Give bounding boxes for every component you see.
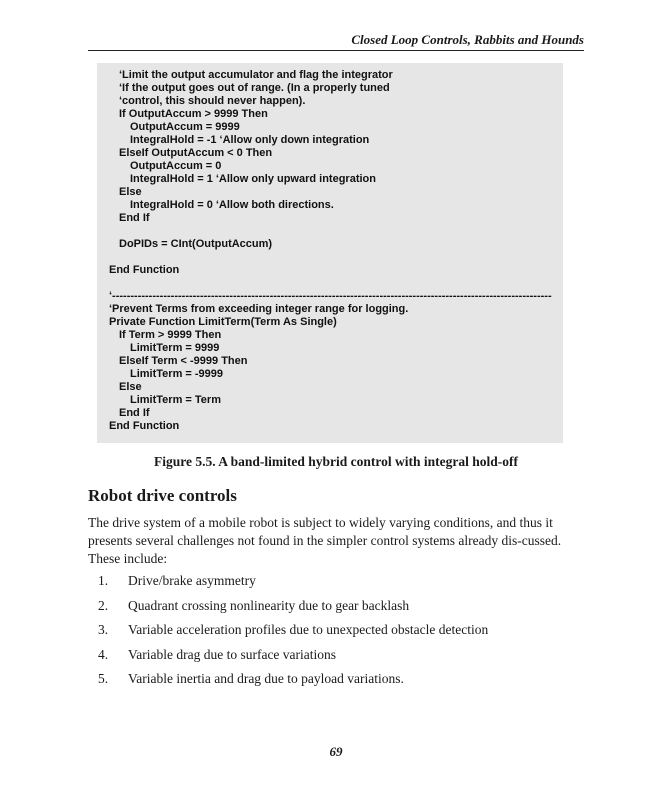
- list-item-number: 3.: [98, 622, 109, 637]
- code-line: LimitTerm = Term: [130, 394, 221, 406]
- code-line: ‘If the output goes out of range. (In a properly tuned: [119, 82, 390, 94]
- list-item-text: Drive/brake asymmetry: [128, 573, 256, 588]
- body-paragraph: The drive system of a mobile robot is subject to widely varying conditions, and thus it presents several challenges not found in the simpler control systems already dis-cussed. These include:: [88, 515, 562, 566]
- list-item-number: 1.: [98, 573, 109, 588]
- list-item-text: Variable inertia and drag due to payload variations.: [128, 671, 404, 686]
- list-item-number: 4.: [98, 646, 109, 662]
- list-item-number: 2.: [98, 597, 109, 613]
- list-item-text: Quadrant crossing nonlinearity due to gear backlash: [128, 597, 410, 613]
- list-item-text: Variable acceleration profiles due to unexpected obstacle detection: [128, 622, 489, 637]
- code-line: OutputAccum = 9999: [130, 121, 240, 133]
- code-line: End If: [119, 212, 150, 224]
- code-blank-line: [97, 251, 563, 264]
- code-blank-line: [97, 225, 563, 238]
- section-heading: Robot drive controls: [88, 486, 237, 505]
- list-item: [88, 670, 584, 695]
- code-line: LimitTerm = -9999: [130, 368, 224, 380]
- list-item: [88, 572, 584, 597]
- code-line: ‘Limit the output accumulator and flag the integrator: [119, 69, 393, 81]
- code-line: OutputAccum = 0: [130, 160, 222, 172]
- code-line: IntegralHold = 1 ‘Allow only upward integration: [130, 173, 376, 185]
- list-item: [88, 621, 584, 646]
- code-line: If Term > 9999 Then: [119, 329, 222, 341]
- list-item: [88, 597, 584, 622]
- page-number: 69: [329, 744, 343, 759]
- list-item-number: 5.: [98, 671, 109, 686]
- code-line: Else: [119, 186, 142, 198]
- code-blank-line: [97, 277, 563, 290]
- code-line: DoPIDs = CInt(OutputAccum): [119, 238, 273, 250]
- code-line: Private Function LimitTerm(Term As Single): [109, 316, 337, 328]
- list-item-text: Variable drag due to surface variations: [128, 646, 337, 662]
- header-rule: [88, 50, 584, 51]
- code-line: If OutputAccum > 9999 Then: [119, 108, 268, 120]
- code-listing: [97, 63, 563, 443]
- code-line: End If: [119, 407, 150, 419]
- code-line: ‘control, this should never happen).: [119, 95, 306, 107]
- code-line: IntegralHold = -1 ‘Allow only down integration: [130, 134, 370, 146]
- code-line: LimitTerm = 9999: [130, 342, 220, 354]
- figure-caption: Figure 5.5. A band-limited hybrid control with integral hold-off: [153, 454, 519, 469]
- code-line: Else: [119, 381, 142, 393]
- code-line: ElseIf OutputAccum < 0 Then: [119, 147, 273, 159]
- code-line: ‘Prevent Terms from exceeding integer range for logging.: [109, 303, 409, 315]
- code-line: IntegralHold = 0 ‘Allow both directions.: [130, 199, 334, 211]
- running-head: Closed Loop Controls, Rabbits and Hounds: [351, 32, 584, 47]
- code-line: End Function: [109, 264, 180, 276]
- list-item: [88, 646, 584, 671]
- challenges-list: [88, 572, 584, 695]
- code-line: ElseIf Term < -9999 Then: [119, 355, 248, 367]
- code-line: End Function: [109, 420, 180, 432]
- code-separator-line: ‘------------------------------------------------------------------------------------------------------------------------: [109, 290, 552, 302]
